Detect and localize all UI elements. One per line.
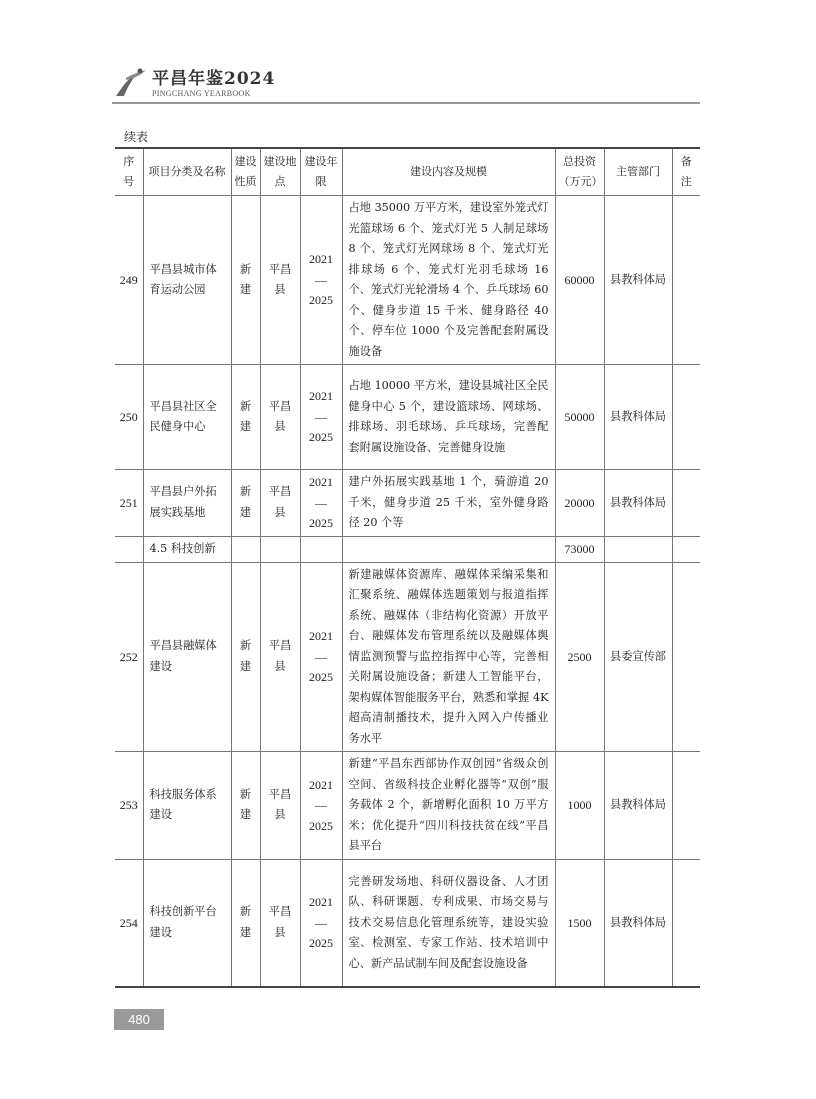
row-number: 253 (115, 752, 143, 860)
build-years: 2021—2025 (300, 196, 342, 365)
managing-dept (604, 536, 672, 562)
row-number (115, 536, 143, 562)
project-name: 平昌县融媒体建设 (143, 562, 231, 752)
build-content: 完善研发场地、科研仪器设备、人才团队、科研课题、专利成果、市场交易与技术交易信息化管理系统等，建设实验室、检测室、专家工作站、技术培训中心、新产品试制车间及配套设施设备 (342, 859, 555, 987)
build-place: 平昌县 (260, 196, 300, 365)
project-name: 平昌县城市体育运动公园 (143, 196, 231, 365)
col-header: 建设地点 (260, 148, 300, 196)
row-number: 250 (115, 365, 143, 470)
col-header: 建设年限 (300, 148, 342, 196)
col-header: 主管部门 (604, 148, 672, 196)
yearbook-title: 平昌年鉴2024 (152, 68, 276, 89)
project-name: 4.5 科技创新 (143, 536, 231, 562)
remark (672, 196, 700, 365)
table-row (115, 470, 700, 537)
col-header: 总投资（万元） (555, 148, 604, 196)
build-content: 建户外拓展实践基地 1 个，骑游道 20 千米，健身步道 25 千米，室外健身路径 20 个等 (342, 470, 555, 537)
build-nature: 新建 (231, 562, 260, 752)
table-row (115, 536, 700, 562)
build-content: 占地 35000 万平方米，建设室外笼式灯光篮球场 6 个、笼式灯光 5 人制足球场 8 个、笼式灯光网球场 8 个、笼式灯光排球场 6 个、笼式灯光羽毛球场 16 个、笼式灯光轮滑场 4 个、乒乓球场 60 个、健身步道 15 千米、健身路径 40 个、停车位 1000 个及完善配套附属设施设备 (342, 196, 555, 365)
project-name: 科技服务体系建设 (143, 752, 231, 860)
managing-dept: 县委宣传部 (604, 562, 672, 752)
row-number: 249 (115, 196, 143, 365)
build-years: 2021—2025 (300, 562, 342, 752)
table-row (115, 196, 700, 365)
build-content: 新建“平昌东西部协作双创园”省级众创空间、省级科技企业孵化器等“双创”服务载体 2 个，新增孵化面积 10 万平方米；优化提升“四川科技扶贫在线”平昌县平台 (342, 752, 555, 860)
header-rule (112, 102, 700, 104)
managing-dept: 县教科体局 (604, 859, 672, 987)
project-name: 平昌县社区全民健身中心 (143, 365, 231, 470)
build-years (300, 536, 342, 562)
remark (672, 859, 700, 987)
row-number: 254 (115, 859, 143, 987)
remark (672, 470, 700, 537)
build-place: 平昌县 (260, 470, 300, 537)
managing-dept: 县教科体局 (604, 752, 672, 860)
build-nature (231, 536, 260, 562)
projects-table (115, 147, 700, 988)
remark (672, 365, 700, 470)
row-number: 252 (115, 562, 143, 752)
table-row (115, 365, 700, 470)
col-header: 序号 (115, 148, 143, 196)
table-row (115, 562, 700, 752)
total-investment: 60000 (555, 196, 604, 365)
build-nature: 新建 (231, 196, 260, 365)
build-years: 2021—2025 (300, 365, 342, 470)
build-nature: 新建 (231, 470, 260, 537)
remark (672, 536, 700, 562)
build-nature: 新建 (231, 752, 260, 860)
logo-emblem-icon (112, 66, 148, 100)
build-years: 2021—2025 (300, 752, 342, 860)
build-years: 2021—2025 (300, 470, 342, 537)
page-number: 480 (114, 1009, 164, 1030)
build-place: 平昌县 (260, 562, 300, 752)
build-place: 平昌县 (260, 365, 300, 470)
build-content (342, 536, 555, 562)
table-row (115, 752, 700, 860)
col-header: 建设性质 (231, 148, 260, 196)
table-caption: 续表 (124, 130, 149, 144)
total-investment: 20000 (555, 470, 604, 537)
row-number: 251 (115, 470, 143, 537)
remark (672, 562, 700, 752)
table-header-row (115, 148, 700, 196)
build-place: 平昌县 (260, 859, 300, 987)
col-header: 备注 (672, 148, 700, 196)
build-years: 2021—2025 (300, 859, 342, 987)
remark (672, 752, 700, 860)
col-header: 建设内容及规模 (342, 148, 555, 196)
managing-dept: 县教科体局 (604, 365, 672, 470)
build-place (260, 536, 300, 562)
build-nature: 新建 (231, 859, 260, 987)
build-nature: 新建 (231, 365, 260, 470)
managing-dept: 县教科体局 (604, 196, 672, 365)
col-header: 项目分类及名称 (143, 148, 231, 196)
total-investment: 1000 (555, 752, 604, 860)
project-name: 科技创新平台建设 (143, 859, 231, 987)
managing-dept: 县教科体局 (604, 470, 672, 537)
project-name: 平昌县户外拓展实践基地 (143, 470, 231, 537)
yearbook-subtitle: PINGCHANG YEARBOOK (152, 88, 251, 98)
table-row (115, 859, 700, 987)
total-investment: 2500 (555, 562, 604, 752)
total-investment: 73000 (555, 536, 604, 562)
build-content: 新建融媒体资源库、融媒体采编采集和汇聚系统、融媒体选题策划与报道指挥系统、融媒体（非结构化资源）开放平台、融媒体发布管理系统以及融媒体舆情监测预警与监控指挥中心等，完善相关附属设施设备；新建人工智能平台，架构媒体智能服务平台，熟悉和掌握 4K 超高清制播技术，提升入网入户传播业务水平 (342, 562, 555, 752)
build-content: 占地 10000 平方米，建设县城社区全民健身中心 5 个，建设篮球场、网球场、排球场、羽毛球场、乒乓球场，完善配套附属设施设备、完善健身设施 (342, 365, 555, 470)
total-investment: 1500 (555, 859, 604, 987)
total-investment: 50000 (555, 365, 604, 470)
build-place: 平昌县 (260, 752, 300, 860)
yearbook-logo (112, 66, 275, 100)
